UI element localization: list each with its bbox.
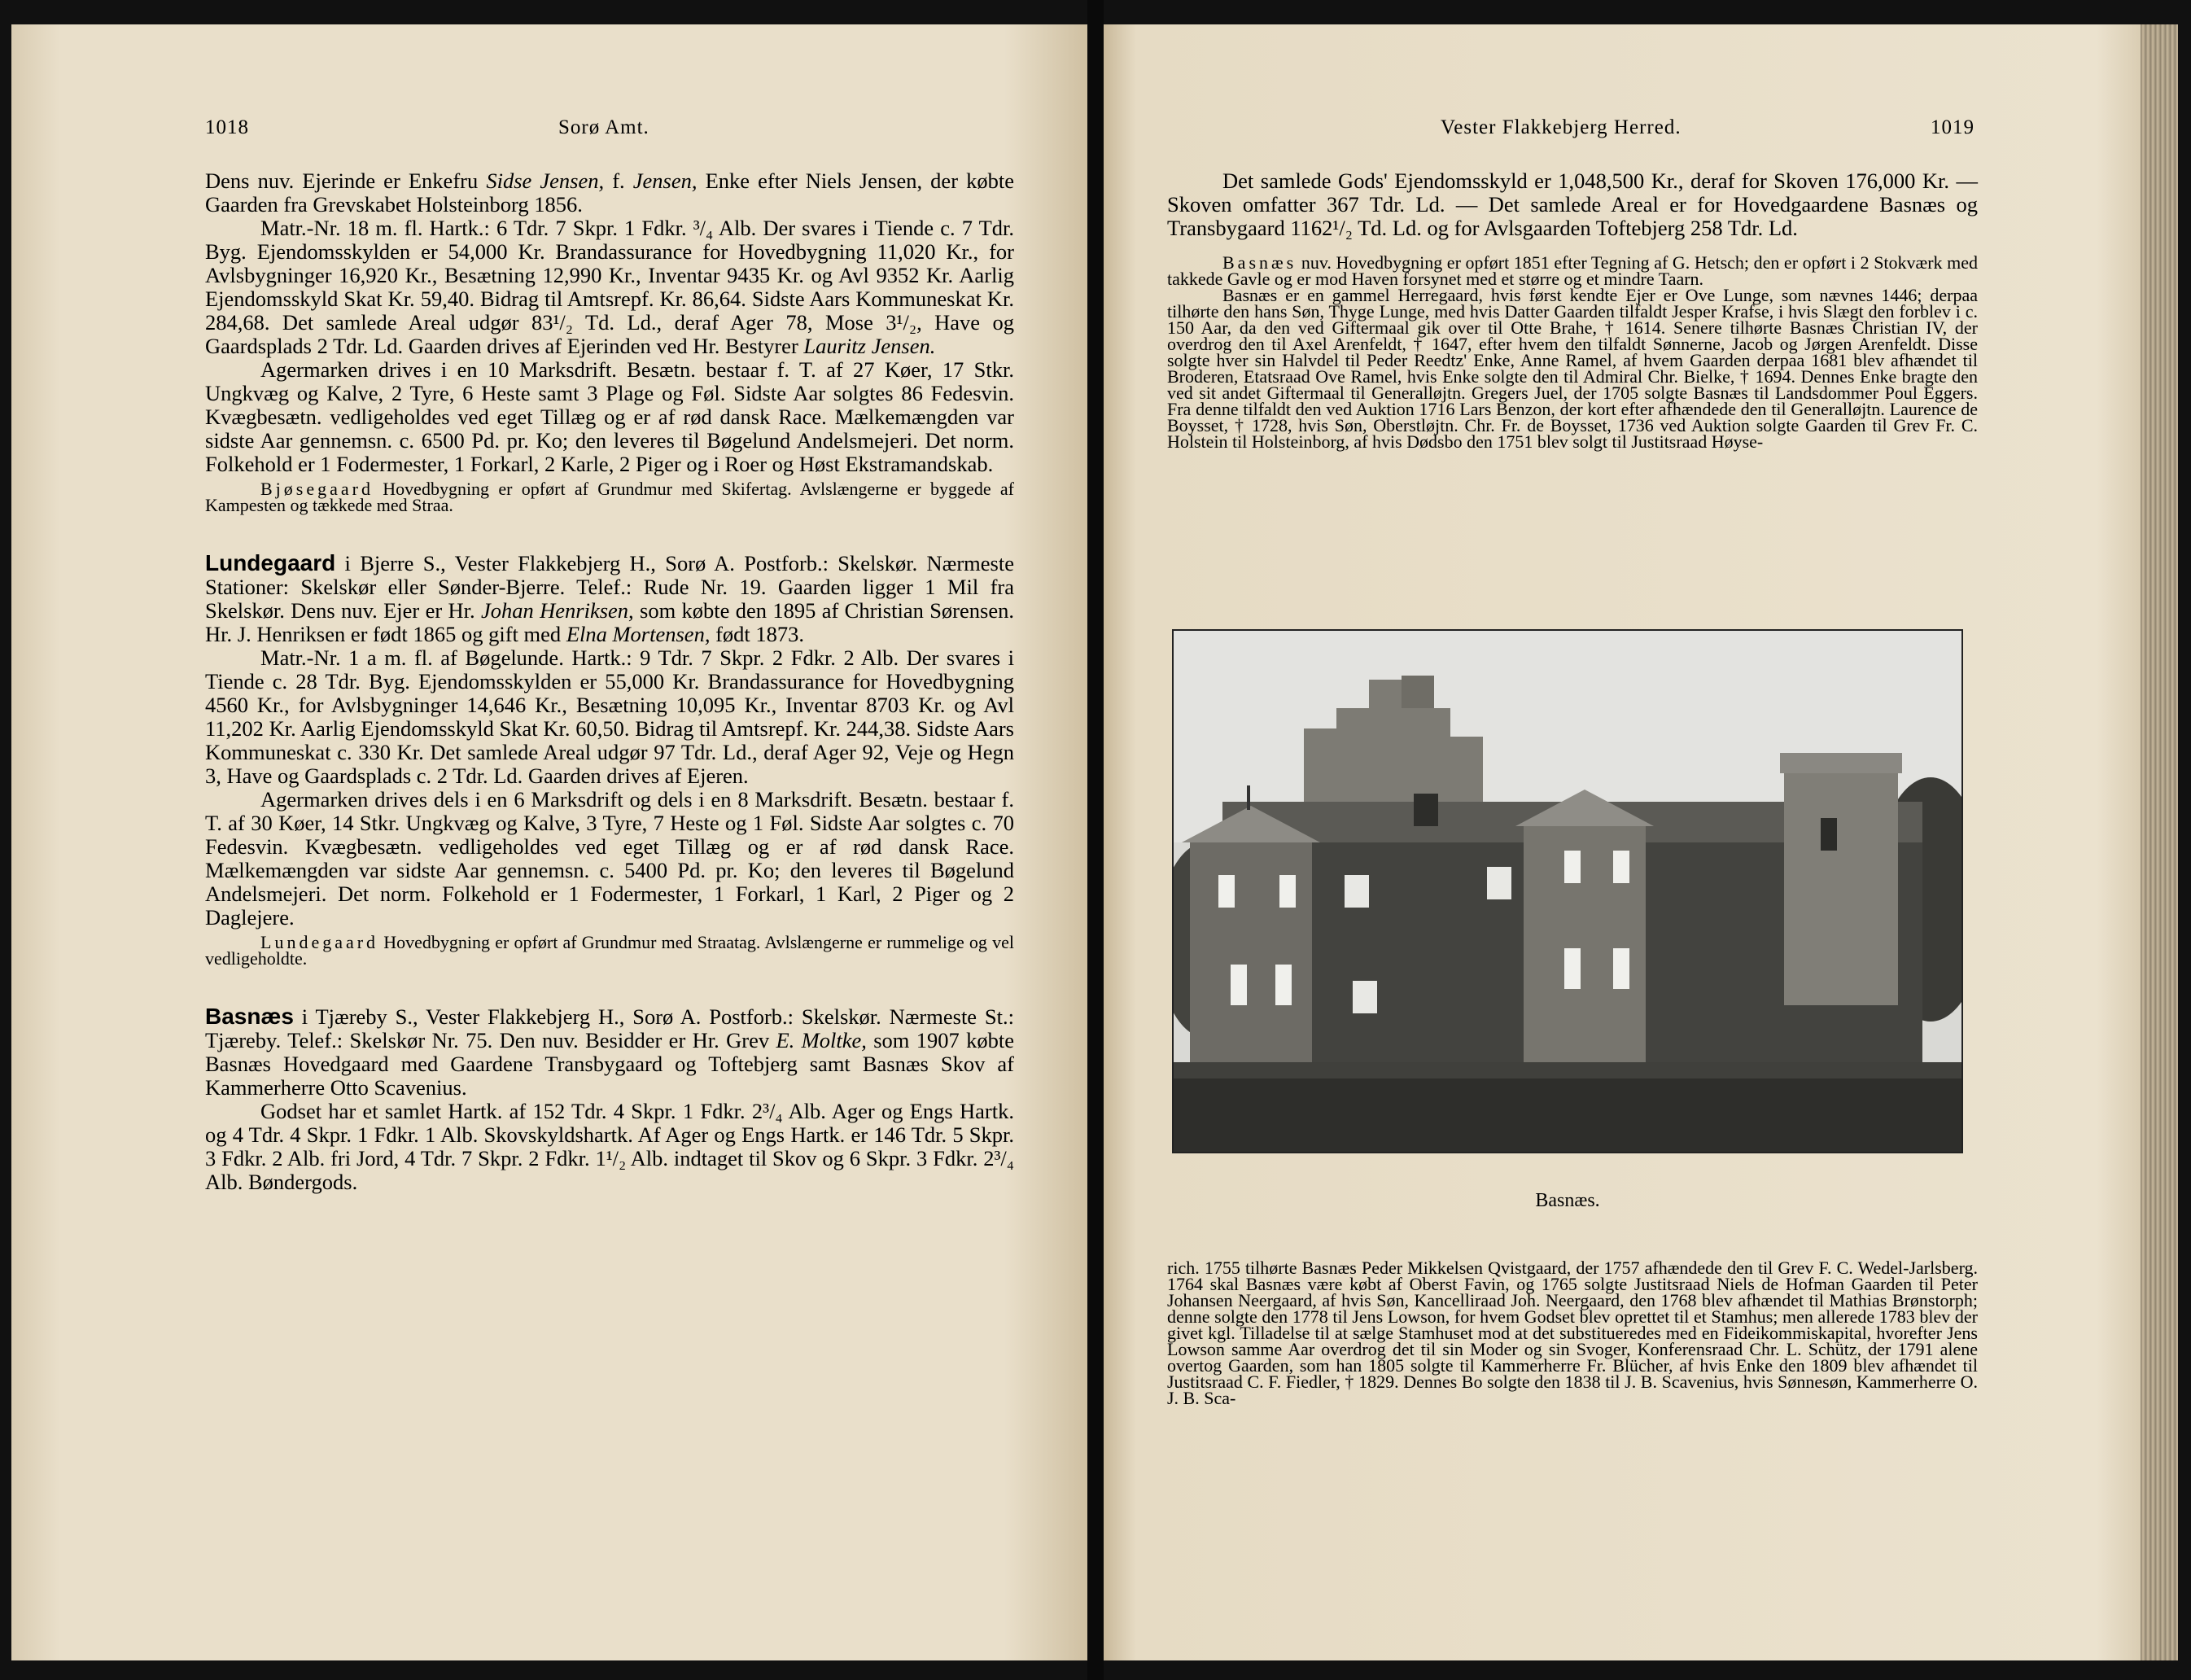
history-paragraph: rich. 1755 tilhørte Basnæs Peder Mikkelsen Qvistgaard, der 1757 afhændede den til Grev F. C. Wedel-Jarlsberg. 1764 skal Basnæs være købt af Oberst Favin, og 1765 solgte Justitsraad Niels de Hofman Gaarden til Peter Johansen Neergaard, af hvis Søn, Kancelliraad Joh. Neergaard, den 1768 blev afhændet til Mathias Brønstorph; denne solgte den 1778 til Jens Lowson, for hvem Godset blev oprettet til et Stamhus; men allerede 1783 blev der givet kgl. Tilladelse til at sælge Stamhuset mod at det substitueredes med en Fideikommiskapital, hvorefter Jens Lowson samme Aar overdrog det til sin Moder og sin Svoger, Konferensraad Chr. L. Schütz, der 1791 alene overtog Gaarden, som han 1805 solgte til Kammerherre Fr. Blücher, af hvis Enke den 1809 blev afhændet til Justitsraad C. F. Fiedler, † 1829. Dennes Bo solgte den 1838 til J. B. Scavenius, hvis Sønnesøn, Kammerherre O. J. B. Sca- [1167,1258,1978,1408]
page-number-right: 1019 [1931,116,1975,138]
paragraph: Agermarken drives dels i en 6 Marksdrift og dels i en 8 Marksdrift. Besætn. bestaar f. T. af 30 Køer, 14 Stkr. Ungkvæg og Kalve, 3 Tyre, 7 Heste og 1 Føl. Sidste Aar solgtes c. 70 Fedesvin. Kvægbesætn. vedligeholdes ved eget Tillæg og er af rød dansk Race. Mælkemængden var sidste Aar gennemsn. c. 5400 Pd. pr. Ko; den leveres til Bøgelund Andelsmejeri. Det norm. Folkehold er 1 Fodermester, 1 Forkarl, 1 Karl, 2 Piger og 2 Daglejere. [205,787,1014,930]
history-paragraph: Basnæs er en gammel Herregaard, hvis først kendte Ejer er Ove Lunge, som nævnes 1446; derpaa tilhørte den hans Søn, Thyge Lunge, med hvis Datter Gaarden tilfaldt Jesper Krafse, i hvis Slægt den forblev i c. 150 Aar, da den ved Giftermaal gik over til Otte Brahe, † 1614. Senere tilhørte Basnæs Christian IV, der overdrog den til Axel Arenfeldt, † 1647, efter hvem den tilfaldt Sønnerne, Jacob og Jørgen Arenfeldt. Disse solgte hver sin Halvdel til Peder Reedtz' Enke, Anne Ramel, af hvem Gaarden derpaa 1681 blev afhændet til Broderen, Etatsraad Ove Ramel, hvis Enke solgte den til Admiral Chr. Bielke, † 1694. Dennes Enke bragte den ved sit andet Giftermaal til Generalløjtn. Gregers Juel, der 1705 solgte Basnæs til Landsdommer Poul Eggers. Fra denne tilfaldt den ved Auktion 1716 Lars Benzon, der kort efter afhændede den til Generalløjtn. Laurence de Boysset, † 1728, hvis Søn, Oberstløjtn. Chr. Fr. de Boysset, 1736 ved Auktion solgte Gaarden til Grev Fr. C. Holstein til Holsteinborg, af hvis Dødsbo den 1751 blev solgt til Justitsraad Høyse- [1167,285,1978,452]
right-column-bottom [1167,1260,1978,1407]
right-column-top [1167,169,1978,450]
left-column [205,169,1014,1194]
photo-caption: Basnæs. [1535,1190,1600,1211]
paragraph: Det samlede Gods' Ejendomsskyld er 1,048,500 Kr., deraf for Skoven 176,000 Kr. — Skoven omfatter 367 Tdr. Ld. — Det samlede Areal er for Hovedgaardene Basnæs og Transbygaard 1162¹/₂ Td. Ld. og for Avlsgaarden Toftebjerg 258 Tdr. Ld. [1167,168,1978,240]
paragraph: Dens nuv. Ejerinde er Enkefru Sidse Jensen, f. Jensen, Enke efter Niels Jensen, der købte Gaarden fra Grevskabet Holsteinborg 1856. [205,168,1014,217]
running-head-right: Vester Flakkebjerg Herred. [1441,116,1682,138]
building-note: Basnæs nuv. Hovedbygning er opført 1851 efter Tegning af G. Hetsch; den er opført i 2 Stokværk med takkede Gavle og er mod Haven forsynet med et større og et mindre Taarn. [1167,252,1978,289]
entry-basnaes: Basnæs i Tjæreby S., Vester Flakkebjerg H., Sorø A. Postforb.: Skelskør. Nærmeste St.: Tjæreby. Telef.: Skelskør Nr. 75. Den nuv. Besidder er Hr. Grev E. Moltke, som 1907 købte Basnæs Hovedgaard med Gaardene Transbygaard og Toftebjerg samt Basnæs Skov af Kammerherre Otto Scavenius. [205,1004,1014,1100]
page-edges [2141,24,2178,1660]
building-note: Bjøsegaard Hovedbygning er opført af Grundmur med Skifertag. Avlslængerne er byggede af Kampesten og tækkede med Straa. [205,479,1014,515]
book-gutter [1087,0,1104,1680]
paragraph: Godset har et samlet Hartk. af 152 Tdr. 4 Skpr. 1 Fdkr. 2³/₄ Alb. Ager og Engs Hartk. og 4 Tdr. 4 Skpr. 1 Fdkr. 1 Alb. Skovskyldshartk. Af Ager og Engs Hartk. er 146 Tdr. 5 Skpr. 3 Fdkr. 2 Alb. fri Jord, 4 Tdr. 7 Skpr. 2 Fdkr. 1¹/₂ Alb. indtaget til Skov og 6 Skpr. 3 Fdkr. 2³/₄ Alb. Bøndergods. [205,1099,1014,1194]
paragraph: Matr.-Nr. 1 a m. fl. af Bøgelunde. Hartk.: 9 Tdr. 7 Skpr. 2 Fdkr. 2 Alb. Der svares i Tiende c. 28 Tdr. Byg. Ejendomsskylden er 55,000 Kr. Brandassurance for Hovedbygning 4560 Kr., for Avlsbygninger 14,646 Kr., Besætning 10,095 Kr., Inventar 8703 Kr. og Avl 11,202 Kr. Aarlig Ejendomsskyld Skat Kr. 60,50. Bidrag til Amtsrepf. Kr. 244,38. Sidste Aars Kommuneskat c. 330 Kr. Det samlede Areal udgør 97 Tdr. Ld., deraf Ager 92, Veje og Hegn 3, Have og Gaardsplads c. 2 Tdr. Ld. Gaarden drives af Ejeren. [205,645,1014,788]
entry-lundegaard: Lundegaard i Bjerre S., Vester Flakkebjerg H., Sorø A. Postforb.: Skelskør. Nærmeste Stationer: Skelskør eller Sønder-Bjerre. Telef.: Rude Nr. 19. Gaarden ligger 1 Mil fra Skelskør. Dens nuv. Ejer er Hr. Johan Henriksen, som købte den 1895 af Christian Sørensen. Hr. J. Henriksen er født 1865 og gift med Elna Mortensen, født 1873. [205,550,1014,646]
page-number-left: 1018 [205,116,249,138]
manor-photo [1172,629,1963,1153]
paragraph: Matr.-Nr. 18 m. fl. Hartk.: 6 Tdr. 7 Skpr. 1 Fdkr. ³/₄ Alb. Der svares i Tiende c. 7 Tdr. Byg. Ejendomsskylden er 54,000 Kr. Brandassurance for Hovedbygning 11,020 Kr., for Avlsbygninger 16,920 Kr., Besætning 12,990 Kr., Inventar 9435 Kr. og Avl 9352 Kr. Aarlig Ejendomsskyld Skat Kr. 59,40. Bidrag til Amtsrepf. Kr. 86,64. Sidste Aars Kommuneskat Kr. 284,68. Det samlede Areal udgør 83¹/₂ Td. Ld., deraf Ager 78, Mose 3¹/₂, Have og Gaardsplads 2 Tdr. Ld. Gaarden drives af Ejerinden ved Hr. Bestyrer Lauritz Jensen. [205,216,1014,358]
running-head-left: Sorø Amt. [558,116,649,138]
paragraph: Agermarken drives i en 10 Marksdrift. Besætn. bestaar f. T. af 27 Køer, 17 Stkr. Ungkvæg og Kalve, 2 Tyre, 6 Heste samt 3 Plage og Føl. Sidste Aar solgtes 86 Fedesvin. Kvægbesætn. vedligeholdes ved eget Tillæg og er af rød dansk Race. Mælkemængden var sidste Aar gennemsn. c. 6500 Pd. pr. Ko; den leveres til Bøgelund Andelsmejeri. Det norm. Folkehold er 1 Fodermester, 1 Forkarl, 2 Karle, 2 Piger og i Roer og Høst Ekstramandskab. [205,357,1014,476]
building-note: Lundegaard Hovedbygning er opført af Grundmur med Straatag. Avlslængerne er rummelige og vel vedligeholdte. [205,932,1014,969]
